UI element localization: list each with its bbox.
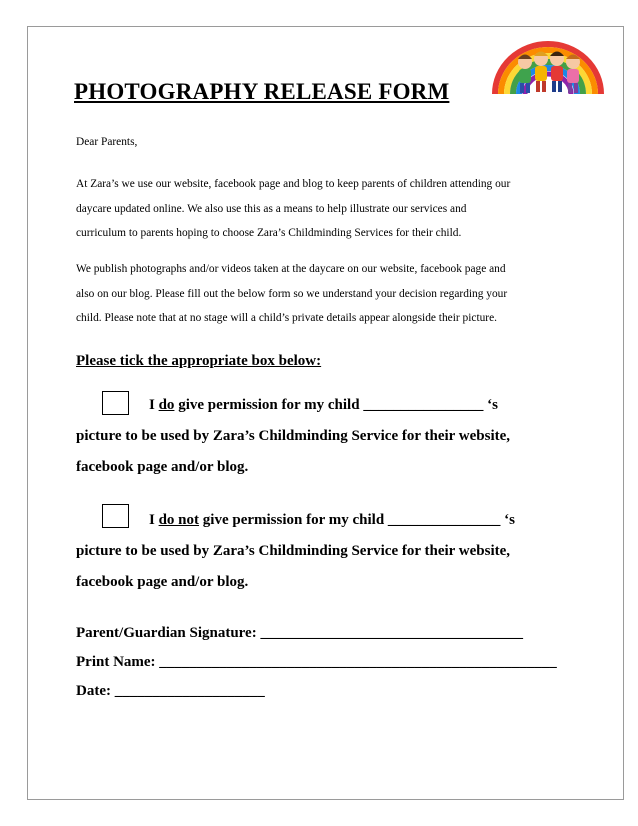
permission-yes-prefix: I	[149, 397, 159, 413]
section-heading: Please tick the appropriate box below:	[76, 353, 322, 369]
signature-field[interactable]: Parent/Guardian Signature: ___________________________________	[76, 625, 523, 641]
permission-no-line1	[76, 505, 576, 536]
permission-yes-line2: picture to be used by Zara’s Childminding Service for their website,	[76, 428, 511, 444]
permission-no-line2: picture to be used by Zara’s Childminding Service for their website,	[76, 543, 511, 559]
permission-no-emphasis: do not	[158, 512, 200, 528]
permission-no-statement	[76, 505, 576, 598]
permission-yes-statement	[76, 390, 576, 483]
greeting	[76, 130, 576, 155]
publish-line: child. Please note that at no stage will a child’s private details appear alongside their picture.	[76, 312, 498, 324]
intro-paragraph	[76, 172, 576, 246]
permission-yes-emphasis: do	[158, 397, 175, 413]
permission-no-line3: facebook page and/or blog.	[76, 574, 249, 590]
publish-paragraph	[76, 257, 576, 331]
permission-no-prefix: I	[149, 512, 159, 528]
permission-no-child-name-blank[interactable]: give permission for my child _______________ ‘s	[199, 512, 515, 528]
publish-line: We publish photographs and/or videos taken at the daycare on our website, facebook page and	[76, 263, 506, 275]
print-name-field[interactable]: Print Name: _____________________________________________________	[76, 654, 557, 670]
signature-block	[76, 619, 576, 706]
form-title: PHOTOGRAPHY RELEASE FORM	[74, 79, 450, 104]
intro-line: curriculum to parents hoping to choose Zara’s Childminding Services for their child.	[76, 227, 462, 239]
greeting-text: Dear Parents,	[76, 136, 138, 148]
intro-line: daycare updated online. We also use this as a means to help illustrate our services and	[76, 202, 467, 215]
permission-yes-child-name-blank[interactable]: give permission for my child ________________ ‘s	[174, 397, 498, 413]
children-rainbow-logo	[489, 32, 607, 106]
permission-yes-line1	[76, 390, 576, 421]
publish-line: also on our blog. Please fill out the below form so we understand your decision regarding your	[76, 287, 508, 300]
intro-line: At Zara’s we use our website, facebook page and blog to keep parents of children attending our	[76, 178, 511, 190]
date-field[interactable]: Date: ____________________	[76, 683, 265, 699]
permission-yes-line3: facebook page and/or blog.	[76, 459, 249, 475]
